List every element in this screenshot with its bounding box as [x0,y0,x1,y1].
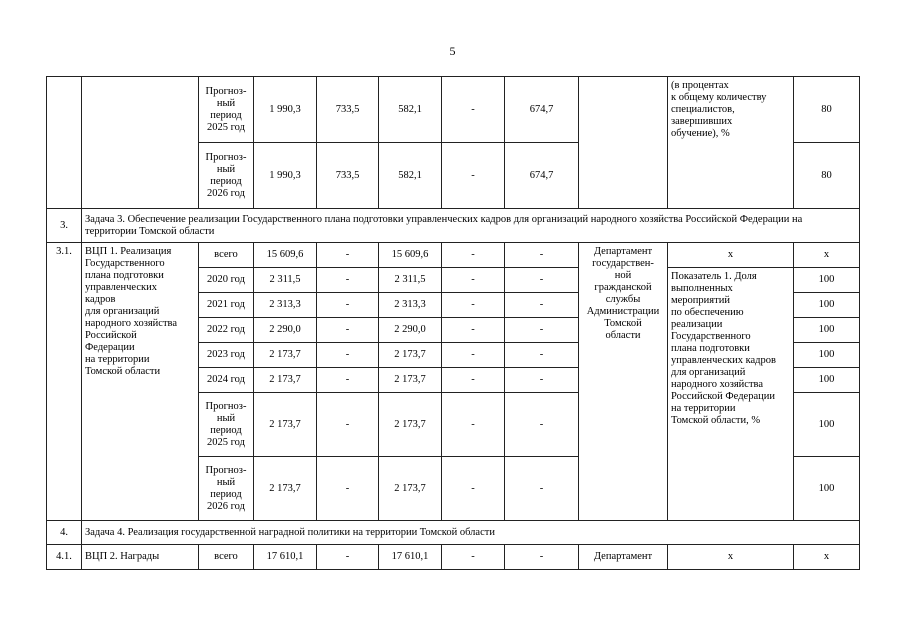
other-cell: - [505,393,579,457]
other-cell: - [505,293,579,318]
program-name-cell [82,77,199,209]
municipal-cell: - [442,268,505,293]
period-cell: 2021 год [199,293,254,318]
total-cell: 2 173,7 [254,343,317,368]
program-table [46,76,860,570]
indicator-cell: x [668,545,794,570]
regional-cell: 17 610,1 [379,545,442,570]
municipal-cell: - [442,343,505,368]
federal-cell: - [317,268,379,293]
federal-cell: - [317,545,379,570]
municipal-cell: - [442,457,505,521]
table-row [47,243,860,268]
executor-cell: Департамент государствен- ной гражданской службы Администрации Томской области [579,243,668,521]
federal-cell: - [317,457,379,521]
regional-cell: 2 311,5 [379,268,442,293]
target-value-cell: 100 [794,343,860,368]
period-cell: 2022 год [199,318,254,343]
table-row [47,77,860,143]
target-value-cell: 100 [794,268,860,293]
regional-cell: 2 173,7 [379,393,442,457]
total-cell: 2 173,7 [254,457,317,521]
row-number-cell: 3. [47,209,82,243]
target-value-cell: x [794,545,860,570]
municipal-cell: - [442,318,505,343]
regional-cell: 2 173,7 [379,457,442,521]
total-cell: 2 173,7 [254,368,317,393]
federal-cell: 733,5 [317,77,379,143]
period-cell: Прогноз- ный период 2025 год [199,393,254,457]
task-row [47,521,860,545]
row-number-cell: 4. [47,521,82,545]
other-cell: 674,7 [505,143,579,209]
regional-cell: 15 609,6 [379,243,442,268]
target-value-cell: 100 [794,318,860,343]
other-cell: - [505,368,579,393]
period-cell: 2023 год [199,343,254,368]
regional-cell: 2 290,0 [379,318,442,343]
period-cell: всего [199,545,254,570]
federal-cell: - [317,343,379,368]
row-number-cell: 3.1. [47,243,82,521]
regional-cell: 2 173,7 [379,343,442,368]
program-name-cell: ВЦП 1. Реализация Государственного плана подготовки управленческих кадров для организаций народного хозяйства Российской Федерации на территории Томской области [82,243,199,521]
total-cell: 17 610,1 [254,545,317,570]
regional-cell: 2 173,7 [379,368,442,393]
other-cell: 674,7 [505,77,579,143]
task-title-cell: Задача 3. Обеспечение реализации Государственного плана подготовки управленческих кадров для организаций народного хозяйства Российской Федерации на территории Томской области [82,209,860,243]
target-value-cell: 100 [794,457,860,521]
other-cell: - [505,457,579,521]
total-cell: 2 173,7 [254,393,317,457]
executor-cell [579,77,668,209]
period-cell: всего [199,243,254,268]
other-cell: - [505,343,579,368]
federal-cell: - [317,293,379,318]
municipal-cell: - [442,243,505,268]
total-cell: 1 990,3 [254,77,317,143]
total-cell: 2 311,5 [254,268,317,293]
target-value-cell: 100 [794,293,860,318]
row-number-cell [47,77,82,209]
other-cell: - [505,318,579,343]
task-title-cell: Задача 4. Реализация государственной наградной политики на территории Томской области [82,521,860,545]
regional-cell: 2 313,3 [379,293,442,318]
period-cell: 2024 год [199,368,254,393]
total-cell: 2 313,3 [254,293,317,318]
total-cell: 15 609,6 [254,243,317,268]
target-value-cell: 100 [794,368,860,393]
row-number-cell: 4.1. [47,545,82,570]
municipal-cell: - [442,293,505,318]
other-cell: - [505,243,579,268]
federal-cell: 733,5 [317,143,379,209]
federal-cell: - [317,368,379,393]
period-cell: Прогноз- ный период 2026 год [199,143,254,209]
period-cell: Прогноз- ный период 2026 год [199,457,254,521]
target-value-cell: 80 [794,77,860,143]
federal-cell: - [317,318,379,343]
total-cell: 1 990,3 [254,143,317,209]
municipal-cell: - [442,393,505,457]
period-cell: 2020 год [199,268,254,293]
total-cell: 2 290,0 [254,318,317,343]
other-cell: - [505,545,579,570]
regional-cell: 582,1 [379,77,442,143]
municipal-cell: - [442,143,505,209]
task-row [47,209,860,243]
indicator-cell: x [668,243,794,268]
federal-cell: - [317,393,379,457]
federal-cell: - [317,243,379,268]
program-name-cell: ВЦП 2. Награды [82,545,199,570]
table-row [47,545,860,570]
regional-cell: 582,1 [379,143,442,209]
executor-cell: Департамент [579,545,668,570]
indicator-cell: (в процентах к общему количеству специалистов, завершивших обучение), % [668,77,794,209]
municipal-cell: - [442,545,505,570]
period-cell: Прогноз- ный период 2025 год [199,77,254,143]
municipal-cell: - [442,77,505,143]
municipal-cell: - [442,368,505,393]
target-value-cell: x [794,243,860,268]
target-value-cell: 100 [794,393,860,457]
target-value-cell: 80 [794,143,860,209]
other-cell: - [505,268,579,293]
indicator-cell: Показатель 1. Доля выполненных мероприятий по обеспечению реализации Государственного плана подготовки управленческих кадров для организаций народного хозяйства Российской Федерации на территории Томской области, % [668,268,794,521]
page-number: 5 [449,44,456,58]
